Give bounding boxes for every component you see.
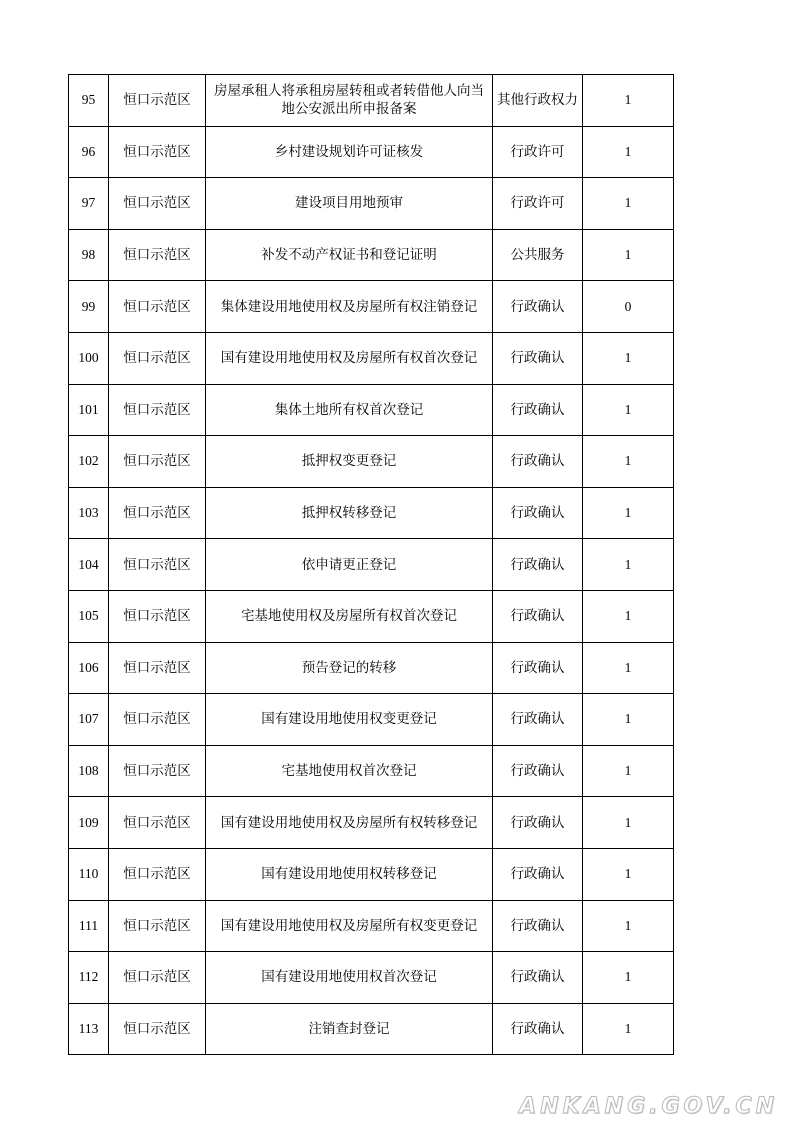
row-number-cell: 112 bbox=[69, 952, 109, 1004]
district-cell: 恒口示范区 bbox=[109, 900, 206, 952]
status-flag-cell: 1 bbox=[583, 848, 674, 900]
item-name-cell: 抵押权转移登记 bbox=[206, 487, 493, 539]
table-row bbox=[69, 797, 674, 849]
item-type-cell: 行政确认 bbox=[493, 848, 583, 900]
row-number-cell: 110 bbox=[69, 848, 109, 900]
district-cell: 恒口示范区 bbox=[109, 590, 206, 642]
item-name-cell: 宅基地使用权首次登记 bbox=[206, 745, 493, 797]
district-cell: 恒口示范区 bbox=[109, 178, 206, 230]
item-name-cell: 国有建设用地使用权首次登记 bbox=[206, 952, 493, 1004]
item-type-cell: 行政确认 bbox=[493, 332, 583, 384]
item-type-cell: 行政确认 bbox=[493, 952, 583, 1004]
district-cell: 恒口示范区 bbox=[109, 436, 206, 488]
district-cell: 恒口示范区 bbox=[109, 332, 206, 384]
status-flag-cell: 1 bbox=[583, 745, 674, 797]
district-cell: 恒口示范区 bbox=[109, 642, 206, 694]
status-flag-cell: 1 bbox=[583, 590, 674, 642]
district-cell: 恒口示范区 bbox=[109, 75, 206, 127]
row-number-cell: 101 bbox=[69, 384, 109, 436]
status-flag-cell: 1 bbox=[583, 126, 674, 178]
row-number-cell: 107 bbox=[69, 694, 109, 746]
district-cell: 恒口示范区 bbox=[109, 848, 206, 900]
status-flag-cell: 0 bbox=[583, 281, 674, 333]
item-type-cell: 行政确认 bbox=[493, 797, 583, 849]
item-type-cell: 行政确认 bbox=[493, 487, 583, 539]
item-name-cell: 房屋承租人将承租房屋转租或者转借他人向当地公安派出所申报备案 bbox=[206, 75, 493, 127]
row-number-cell: 96 bbox=[69, 126, 109, 178]
table-row bbox=[69, 539, 674, 591]
table-row bbox=[69, 281, 674, 333]
table-row bbox=[69, 1003, 674, 1055]
item-type-cell: 行政确认 bbox=[493, 281, 583, 333]
item-type-cell: 行政确认 bbox=[493, 1003, 583, 1055]
item-name-cell: 抵押权变更登记 bbox=[206, 436, 493, 488]
row-number-cell: 98 bbox=[69, 229, 109, 281]
item-type-cell: 行政确认 bbox=[493, 900, 583, 952]
district-cell: 恒口示范区 bbox=[109, 745, 206, 797]
item-type-cell: 行政许可 bbox=[493, 178, 583, 230]
row-number-cell: 103 bbox=[69, 487, 109, 539]
item-type-cell: 行政确认 bbox=[493, 539, 583, 591]
item-type-cell: 行政确认 bbox=[493, 694, 583, 746]
district-cell: 恒口示范区 bbox=[109, 229, 206, 281]
row-number-cell: 113 bbox=[69, 1003, 109, 1055]
row-number-cell: 97 bbox=[69, 178, 109, 230]
table-row bbox=[69, 590, 674, 642]
status-flag-cell: 1 bbox=[583, 487, 674, 539]
row-number-cell: 95 bbox=[69, 75, 109, 127]
table-row bbox=[69, 126, 674, 178]
status-flag-cell: 1 bbox=[583, 694, 674, 746]
item-name-cell: 集体建设用地使用权及房屋所有权注销登记 bbox=[206, 281, 493, 333]
district-cell: 恒口示范区 bbox=[109, 694, 206, 746]
district-cell: 恒口示范区 bbox=[109, 952, 206, 1004]
row-number-cell: 106 bbox=[69, 642, 109, 694]
table-row bbox=[69, 900, 674, 952]
item-name-cell: 建设项目用地预审 bbox=[206, 178, 493, 230]
item-name-cell: 国有建设用地使用权转移登记 bbox=[206, 848, 493, 900]
row-number-cell: 102 bbox=[69, 436, 109, 488]
item-type-cell: 行政确认 bbox=[493, 745, 583, 797]
table-row bbox=[69, 75, 674, 127]
table-row bbox=[69, 487, 674, 539]
item-name-cell: 国有建设用地使用权变更登记 bbox=[206, 694, 493, 746]
district-cell: 恒口示范区 bbox=[109, 487, 206, 539]
status-flag-cell: 1 bbox=[583, 900, 674, 952]
row-number-cell: 108 bbox=[69, 745, 109, 797]
status-flag-cell: 1 bbox=[583, 75, 674, 127]
item-name-cell: 补发不动产权证书和登记证明 bbox=[206, 229, 493, 281]
table-row bbox=[69, 178, 674, 230]
status-flag-cell: 1 bbox=[583, 229, 674, 281]
district-cell: 恒口示范区 bbox=[109, 126, 206, 178]
item-name-cell: 国有建设用地使用权及房屋所有权转移登记 bbox=[206, 797, 493, 849]
row-number-cell: 99 bbox=[69, 281, 109, 333]
row-number-cell: 104 bbox=[69, 539, 109, 591]
item-name-cell: 宅基地使用权及房屋所有权首次登记 bbox=[206, 590, 493, 642]
item-name-cell: 国有建设用地使用权及房屋所有权首次登记 bbox=[206, 332, 493, 384]
table-row bbox=[69, 332, 674, 384]
status-flag-cell: 1 bbox=[583, 178, 674, 230]
district-cell: 恒口示范区 bbox=[109, 1003, 206, 1055]
item-name-cell: 乡村建设规划许可证核发 bbox=[206, 126, 493, 178]
table-row bbox=[69, 642, 674, 694]
district-cell: 恒口示范区 bbox=[109, 384, 206, 436]
district-cell: 恒口示范区 bbox=[109, 797, 206, 849]
items-table bbox=[68, 74, 674, 1055]
item-type-cell: 公共服务 bbox=[493, 229, 583, 281]
table-row bbox=[69, 436, 674, 488]
row-number-cell: 109 bbox=[69, 797, 109, 849]
status-flag-cell: 1 bbox=[583, 332, 674, 384]
status-flag-cell: 1 bbox=[583, 952, 674, 1004]
status-flag-cell: 1 bbox=[583, 642, 674, 694]
table-row bbox=[69, 745, 674, 797]
table-row bbox=[69, 229, 674, 281]
status-flag-cell: 1 bbox=[583, 1003, 674, 1055]
status-flag-cell: 1 bbox=[583, 436, 674, 488]
item-type-cell: 其他行政权力 bbox=[493, 75, 583, 127]
item-name-cell: 国有建设用地使用权及房屋所有权变更登记 bbox=[206, 900, 493, 952]
item-type-cell: 行政许可 bbox=[493, 126, 583, 178]
table-row bbox=[69, 848, 674, 900]
table-row bbox=[69, 384, 674, 436]
status-flag-cell: 1 bbox=[583, 797, 674, 849]
table-row bbox=[69, 694, 674, 746]
item-name-cell: 预告登记的转移 bbox=[206, 642, 493, 694]
item-name-cell: 依申请更正登记 bbox=[206, 539, 493, 591]
status-flag-cell: 1 bbox=[583, 539, 674, 591]
district-cell: 恒口示范区 bbox=[109, 539, 206, 591]
row-number-cell: 100 bbox=[69, 332, 109, 384]
item-type-cell: 行政确认 bbox=[493, 436, 583, 488]
item-name-cell: 注销查封登记 bbox=[206, 1003, 493, 1055]
row-number-cell: 105 bbox=[69, 590, 109, 642]
item-name-cell: 集体土地所有权首次登记 bbox=[206, 384, 493, 436]
table-body bbox=[69, 75, 674, 1055]
item-type-cell: 行政确认 bbox=[493, 384, 583, 436]
item-type-cell: 行政确认 bbox=[493, 642, 583, 694]
district-cell: 恒口示范区 bbox=[109, 281, 206, 333]
item-type-cell: 行政确认 bbox=[493, 590, 583, 642]
table-row bbox=[69, 952, 674, 1004]
site-watermark: ANKANG.GOV.CN bbox=[519, 1094, 778, 1119]
status-flag-cell: 1 bbox=[583, 384, 674, 436]
row-number-cell: 111 bbox=[69, 900, 109, 952]
